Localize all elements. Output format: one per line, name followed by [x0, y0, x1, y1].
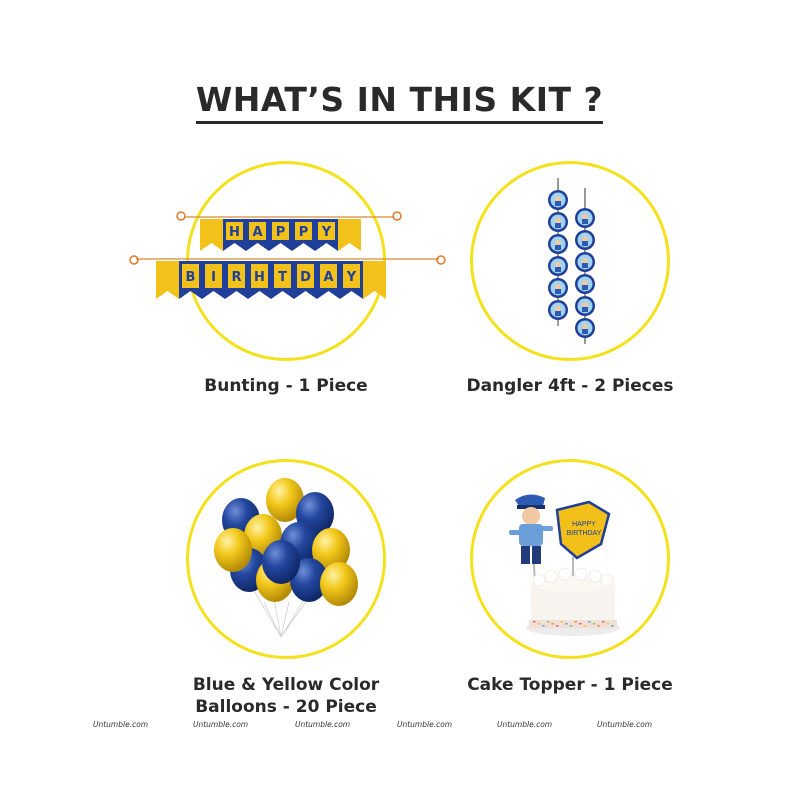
cake-ring: [470, 459, 670, 659]
dangler-caption: Dangler 4ft - 2 Pieces: [466, 376, 674, 396]
bunting-row2-flag: [294, 261, 317, 299]
bunting-row2-flag: [317, 261, 340, 299]
bunting-row2-letter: I: [211, 270, 216, 285]
bunting-row2-letter: A: [323, 270, 334, 285]
bunting-row2-flag: [271, 261, 294, 299]
yellow-balloon: [320, 562, 358, 606]
bunting-row1-letter: A: [252, 225, 263, 240]
watermark-2: Untumble.com: [193, 720, 249, 729]
bunting-row1-flag: [246, 219, 269, 251]
dangler-disc: [548, 190, 568, 210]
dangler-disc: [575, 296, 595, 316]
bunting-row1-flag: [292, 219, 315, 251]
dangler-ring: [470, 161, 670, 361]
bunting-row2-letter: D: [300, 270, 311, 285]
dangler-image: [473, 164, 673, 364]
balloons-ring: [186, 459, 386, 659]
watermark-4: Untumble.com: [397, 720, 453, 729]
bunting-row2-flag: [248, 261, 271, 299]
dangler-disc: [548, 300, 568, 320]
bunting-row1-end-flag: [200, 219, 223, 251]
dangler-disc: [575, 318, 595, 338]
dangler-disc: [548, 212, 568, 232]
dangler-disc: [575, 208, 595, 228]
bunting-row2-flag: [225, 261, 248, 299]
topper-text-happy: HAPPY: [572, 521, 596, 528]
topper-text-birthday: BIRTHDAY: [566, 530, 602, 537]
dangler-disc: [575, 230, 595, 250]
balloons-caption: [170, 674, 402, 718]
bunting-row2-letter: R: [231, 270, 242, 285]
bunting-row2-end-flag: [156, 261, 179, 299]
policeman-figure: [509, 494, 553, 564]
bunting-row1-letter: Y: [321, 225, 332, 240]
bunting-row2-flag: [340, 261, 363, 299]
dangler-disc: [548, 278, 568, 298]
bunting-row2-letter: Y: [346, 270, 357, 285]
dangler-disc: [548, 234, 568, 254]
bunting-row1-flag: [269, 219, 292, 251]
bunting-row1-letter: P: [298, 225, 309, 240]
watermark-5: Untumble.com: [497, 720, 553, 729]
bunting-row2-flag: [179, 261, 202, 299]
dangler-disc: [575, 252, 595, 272]
bunting-row2-flag: [202, 261, 225, 299]
bunting-image: [185, 164, 389, 364]
bunting-row1-letter: P: [275, 225, 286, 240]
bunting-row1-letter: H: [229, 225, 240, 240]
watermark-1: Untumble.com: [93, 720, 149, 729]
dangler-disc: [575, 274, 595, 294]
bunting-row2-end-flag: [363, 261, 386, 299]
page-title: WHAT’S IN THIS KIT ?: [0, 80, 799, 119]
balloons-caption-line2: Balloons - 20 Piece: [195, 697, 377, 717]
balloons-caption-line1: Blue & Yellow Color: [192, 675, 380, 695]
blue-balloon: [262, 540, 300, 584]
balloons-image: [189, 462, 389, 662]
bunting-row1-end-flag: [338, 219, 361, 251]
yellow-balloon: [214, 528, 252, 572]
dangler-disc: [548, 256, 568, 276]
cake-caption: Cake Topper - 1 Piece: [467, 675, 673, 695]
bunting-row1-flag: [223, 219, 246, 251]
bunting-ring: [186, 161, 386, 361]
bunting-caption: Bunting - 1 Piece: [204, 376, 368, 396]
cake-topper-image: [473, 462, 673, 662]
bunting-row2-letter: B: [185, 270, 196, 285]
watermark-3: Untumble.com: [295, 720, 351, 729]
bunting-row2-letter: T: [278, 270, 287, 285]
watermark-6: Untumble.com: [597, 720, 653, 729]
bunting-row2-letter: H: [254, 270, 265, 285]
bunting-row1-flag: [315, 219, 338, 251]
